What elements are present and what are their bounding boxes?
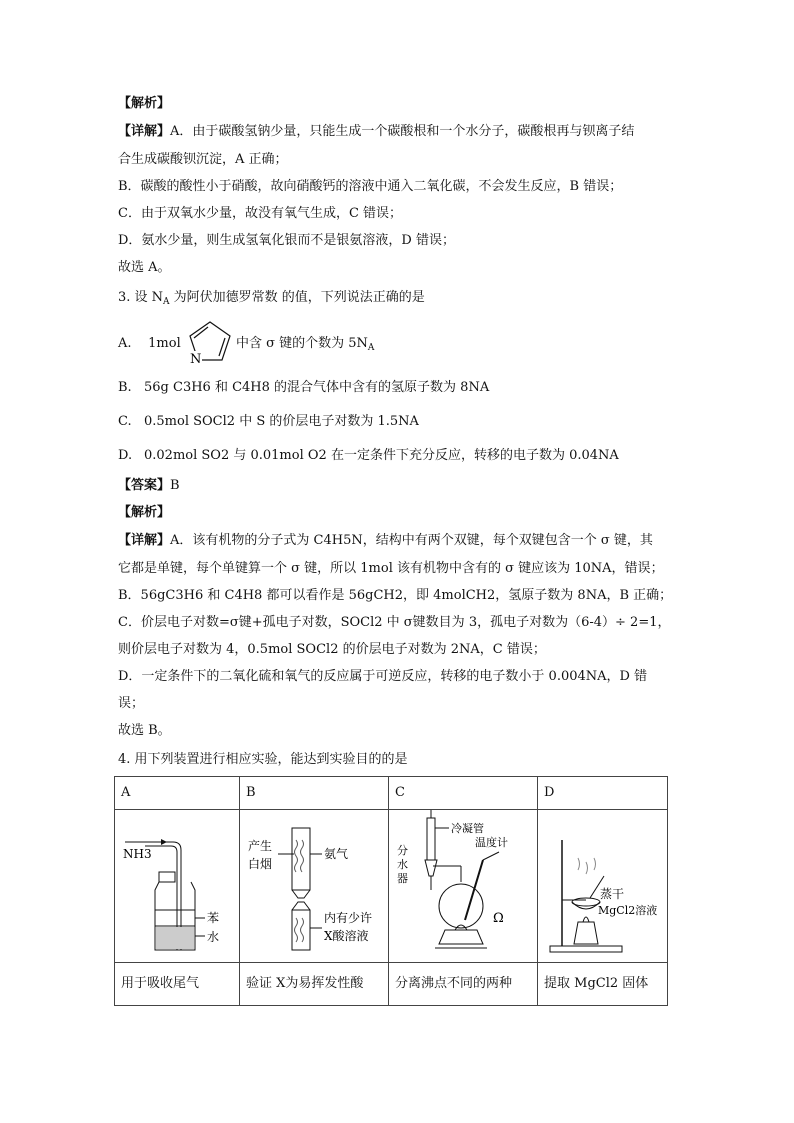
svg-text:X酸溶液: X酸溶液	[324, 929, 369, 943]
table-header-row	[115, 777, 668, 810]
figure-cell-a	[115, 810, 240, 963]
analysis-line: C．由于双氧水少量，故没有氧气生成，C 错误；	[118, 206, 403, 221]
table-caption-row	[115, 963, 668, 1006]
analysis-line: 【详解】A．该有机物的分子式为 C4H5N，结构中有两个双键，每个双键包含一个 σ 键，其	[118, 533, 653, 548]
detail-lead: 【详解】	[118, 124, 171, 139]
analysis-line: 【详解】A．由于碳酸氢钠少量，只能生成一个碳酸根和一个水分子，碳酸根再与钡离子结	[118, 124, 635, 139]
option-d: D. 0.02mol SO2 与 0.01mol O2 在一定条件下充分反应，转移的电子数为 0.04NA	[118, 448, 619, 463]
svg-text:内有少许: 内有少许	[324, 911, 373, 925]
analysis-line: C．价层电子对数=σ键+孤电子对数，SOCl2 中 σ键数目为 3，孤电子对数为（6-4）÷ 2=1，	[118, 615, 671, 630]
option-b: B. 56g C3H6 和 C4H8 的混合气体中含有的氢原子数为 8NA	[118, 380, 490, 395]
option-c: C. 0.5mol SOCl2 中 S 的价层电子对数为 1.5NA	[118, 414, 419, 429]
apparatus-b-tubes	[240, 810, 388, 958]
option-a: A. 1mol	[118, 336, 181, 351]
svg-text:水: 水	[207, 930, 220, 944]
figure-cell-d	[538, 810, 668, 963]
analysis-line: B．56gC3H6 和 C4H8 都可以看作是 56gCH2，即 4molCH2，氢原子数为 8NA，B 正确；	[118, 588, 673, 603]
svg-text:MgCl2溶液: MgCl2溶液	[598, 904, 658, 917]
table-header-cell: B	[240, 777, 389, 810]
svg-text:产生: 产生	[248, 839, 273, 853]
analysis-line: 它都是单键，每个单键算一个 σ 键，所以 1mol 该有机物中含有的 σ 键应该为 10NA，错误；	[118, 561, 664, 576]
table-caption-cell: 分离沸点不同的两种	[389, 963, 538, 1006]
svg-text:冷凝管: 冷凝管	[451, 822, 484, 835]
apparatus-d-evaporation	[538, 810, 666, 958]
analysis-line: D．一定条件下的二氧化硫和氧气的反应属于可逆反应，转移的电子数小于 0.004NA，D 错	[118, 669, 648, 684]
question-stem: 4. 用下列装置进行相应实验，能达到实验目的的是	[118, 752, 408, 767]
figure-cell-c	[389, 810, 538, 963]
svg-text:温度计: 温度计	[475, 836, 508, 849]
table-header-cell: A	[115, 777, 240, 810]
analysis-line: D．氨水少量，则生成氢氧化银而不是银氨溶液，D 错误；	[118, 233, 455, 248]
apparatus-c-distillation	[389, 810, 537, 958]
analysis-line: B．碳酸的酸性小于硝酸，故向硝酸钙的溶液中通入二氧化碳，不会发生反应，B 错误；	[118, 179, 623, 194]
experiment-table	[114, 776, 668, 1006]
svg-text:白烟: 白烟	[248, 857, 273, 871]
table-caption-cell: 用于吸收尾气	[115, 963, 240, 1006]
svg-text:水: 水	[397, 858, 408, 871]
analysis-line: 误；	[118, 696, 145, 711]
svg-text:分: 分	[397, 844, 408, 857]
table-caption-cell: 验证 X为易挥发性酸	[240, 963, 389, 1006]
figure-cell-b	[240, 810, 389, 963]
analysis-choice: 故选 B。	[118, 723, 171, 738]
analysis-line: 则价层电子对数为 4，0.5mol SOCl2 的价层电子对数为 2NA，C 错误；	[118, 642, 546, 657]
analysis-line: 合生成碳酸钡沉淀，A 正确；	[118, 152, 288, 167]
pyrroline-structure	[184, 318, 236, 366]
svg-text:器: 器	[397, 872, 408, 885]
table-figure-row	[115, 810, 668, 963]
analysis-header: 【解析】	[118, 96, 171, 111]
svg-text:氨气: 氨气	[324, 847, 349, 861]
svg-text:苯: 苯	[207, 911, 220, 925]
table-header-cell: D	[538, 777, 668, 810]
omega-glyph: Ω	[493, 911, 504, 926]
table-header-cell: C	[389, 777, 538, 810]
table-caption-cell: 提取 MgCl2 固体	[538, 963, 668, 1006]
svg-text:蒸干: 蒸干	[600, 887, 625, 901]
question-stem: 3. 设 $N_A$ 为阿伏加德罗常数 的值，下列说法正确的是	[118, 290, 425, 307]
apparatus-a-gas-bottle	[115, 810, 239, 958]
option-a-text: 中含 σ 键的个数为 $5N_A$	[236, 336, 375, 353]
answer-line: 【答案】B	[118, 478, 180, 493]
ring-atom-label: N	[190, 352, 202, 366]
svg-text:NH3: NH3	[123, 847, 152, 861]
analysis-choice: 故选 A。	[118, 260, 171, 275]
analysis-header: 【解析】	[118, 505, 171, 520]
